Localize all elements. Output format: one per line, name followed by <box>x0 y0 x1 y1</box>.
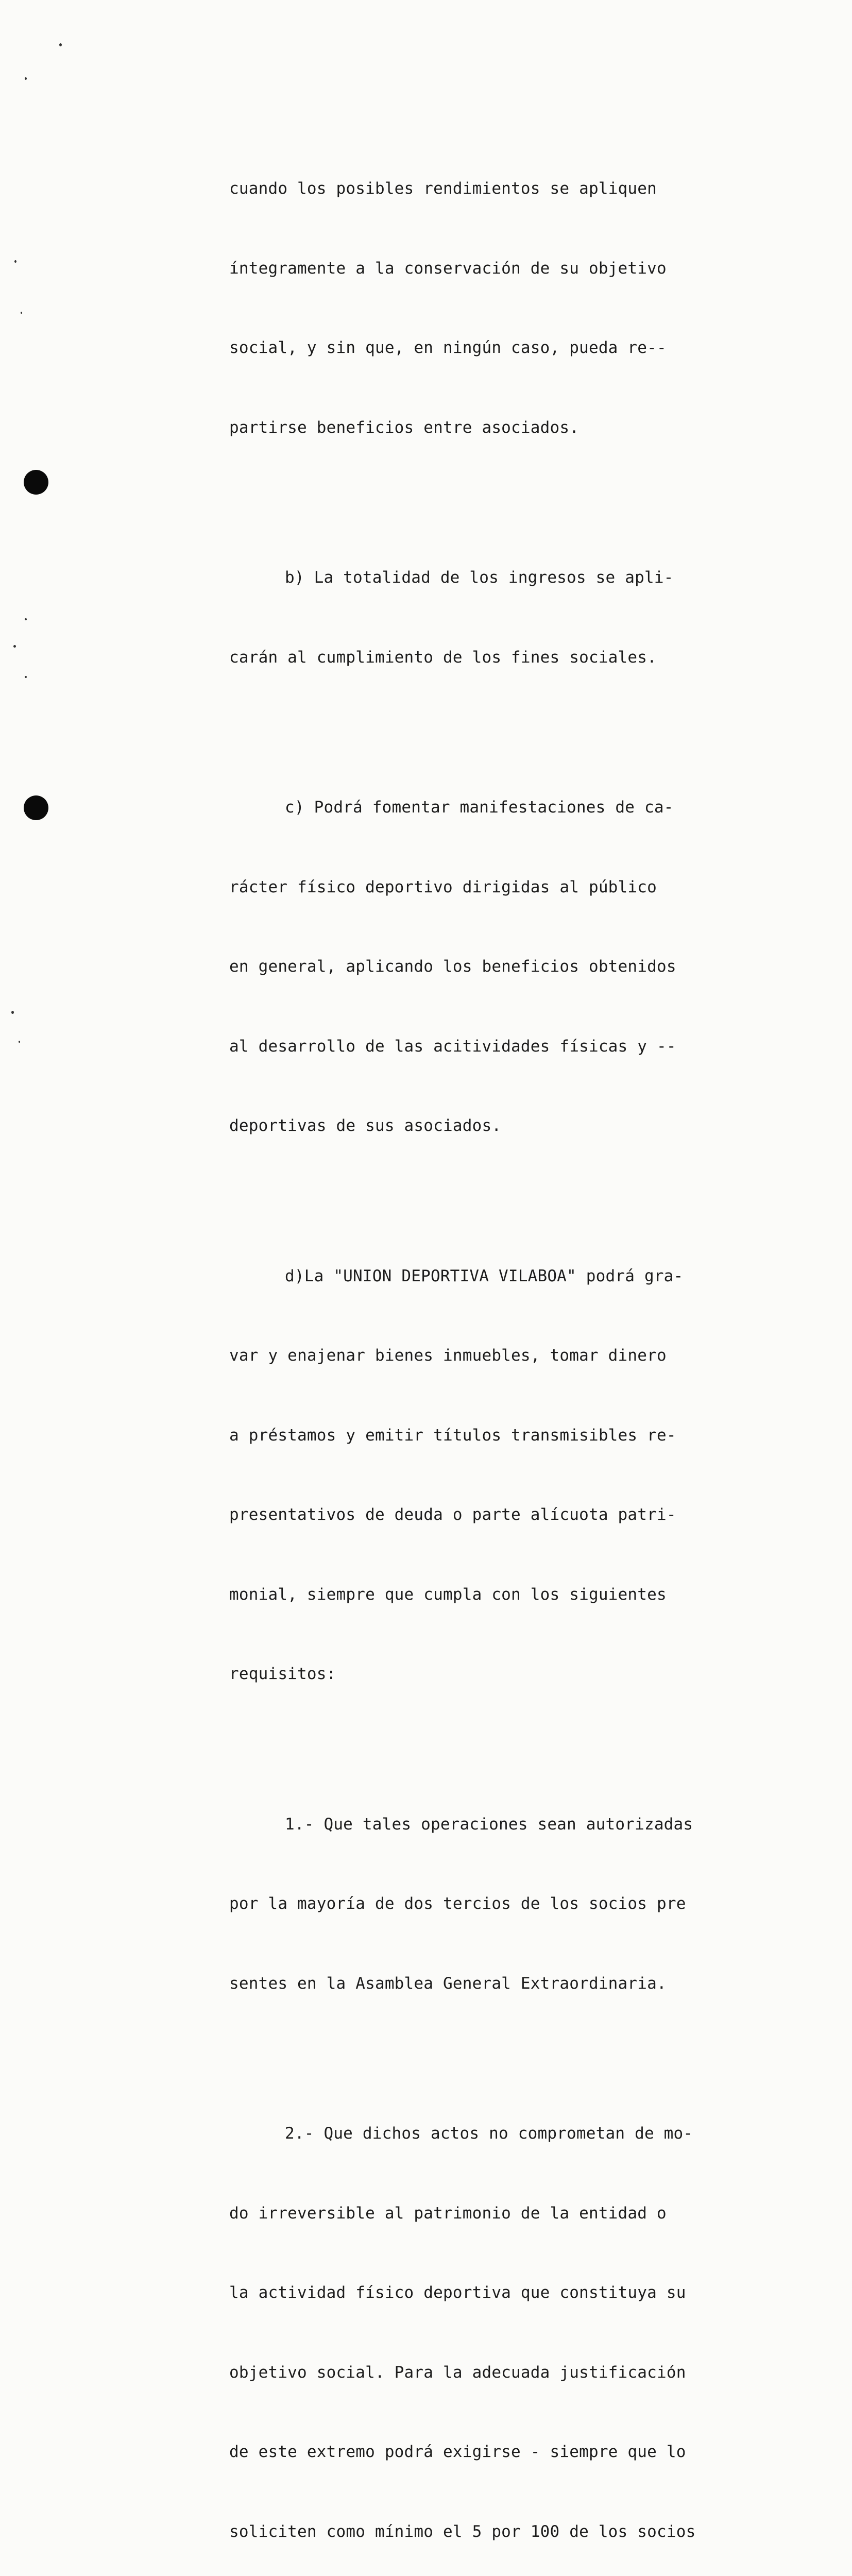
text-line: social, y sin que, en ningún caso, pueda re-- <box>229 338 667 357</box>
text-line: sentes en la Asamblea General Extraordinaria. <box>229 1974 667 1993</box>
text-line: d)La "UNION DEPORTIVA VILABOA" podrá gra- <box>285 1266 684 1285</box>
text-line: a préstamos y emitir títulos transmisibles re- <box>229 1426 676 1445</box>
text-line: cuando los posibles rendimientos se apliquen <box>229 179 657 198</box>
text-line: objetivo social. Para la adecuada justificación <box>229 2363 686 2382</box>
text-line: rácter físico deportivo dirigidas al público <box>229 877 657 896</box>
punch-hole-bottom <box>24 795 48 820</box>
text-line: partirse beneficios entre asociados. <box>229 418 580 437</box>
paragraph-intro <box>229 123 755 494</box>
text-line: al desarrollo de las acitividades físicas y -- <box>229 1037 676 1056</box>
text-line: deportivas de sus asociados. <box>229 1116 502 1135</box>
text-line: íntegramente a la conservación de su objetivo <box>229 259 667 278</box>
text-line: la actividad físico deportiva que constituya su <box>229 2283 686 2302</box>
scan-speck <box>13 645 16 648</box>
scan-speck <box>19 1041 20 1043</box>
scan-speck <box>59 43 62 46</box>
scan-speck <box>14 260 16 263</box>
paragraph-requisite-1 <box>229 1758 755 2050</box>
scan-speck <box>25 676 27 678</box>
text-line: 1.- Que tales operaciones sean autorizadas <box>285 1815 693 1834</box>
text-line: do irreversible al patrimonio de la entidad o <box>229 2204 667 2223</box>
text-line: var y enajenar bienes inmuebles, tomar dinero <box>229 1346 667 1365</box>
text-line: de este extremo podrá exigirse - siempre que lo <box>229 2443 686 2461</box>
text-line: b) La totalidad de los ingresos se apli- <box>285 568 674 587</box>
paragraph-d <box>229 1210 755 1741</box>
text-line: 2.- Que dichos actos no comprometan de mo- <box>285 2124 693 2143</box>
punch-hole-top <box>24 470 48 495</box>
document-body <box>229 123 755 2576</box>
text-line: carán al cumplimiento de los fines sociales. <box>229 648 657 667</box>
scan-speck <box>21 312 22 314</box>
text-line: c) Podrá fomentar manifestaciones de ca- <box>285 798 674 817</box>
text-line: soliciten como mínimo el 5 por 100 de los socios <box>229 2522 696 2541</box>
text-line: monial, siempre que cumpla con los siguientes <box>229 1585 667 1604</box>
paragraph-b <box>229 512 755 724</box>
text-line: en general, aplicando los beneficios obtenidos <box>229 957 676 976</box>
scan-speck <box>25 77 27 80</box>
text-line: presentativos de deuda o parte alícuota patri- <box>229 1505 676 1524</box>
paragraph-c <box>229 741 755 1193</box>
text-line: requisitos: <box>229 1665 336 1683</box>
paragraph-requisite-2 <box>229 2067 755 2576</box>
scan-speck <box>11 1011 14 1014</box>
scan-speck <box>25 618 27 620</box>
text-line: por la mayoría de dos tercios de los socios pre <box>229 1894 686 1913</box>
